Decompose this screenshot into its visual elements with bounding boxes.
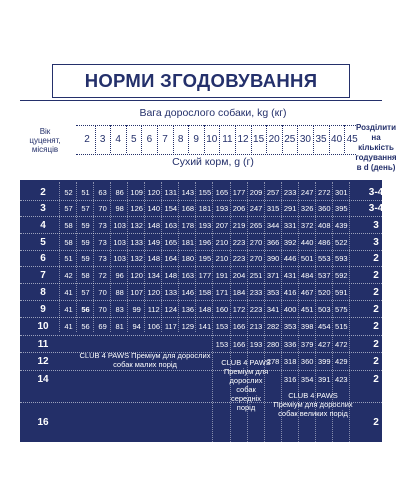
feed-value-cell: 272 (317, 188, 331, 197)
feed-value-cell: 70 (98, 204, 107, 213)
feed-value-cell: 129 (181, 322, 195, 331)
column-divider (195, 182, 196, 332)
feed-value-cell: 57 (64, 204, 73, 213)
feed-value-cell: 163 (164, 220, 178, 230)
note-small-breeds: CLUB 4 PAWS Преміум для дорослих собак малих порід (79, 351, 211, 369)
feed-value-cell: 73 (98, 220, 107, 230)
feed-value-cell: 301 (335, 188, 348, 197)
divide-header-line: Розділити (355, 123, 397, 132)
feed-value-cell: 257 (266, 188, 280, 197)
feed-value-cell: 59 (81, 237, 90, 247)
feed-value-cell: 70 (98, 304, 107, 314)
feed-value-cell: 86 (115, 188, 124, 197)
feed-value-cell: 371 (266, 270, 280, 280)
feed-value-cell: 251 (249, 270, 263, 280)
feed-value-cell: 126 (130, 204, 143, 213)
feed-value-cell: 341 (266, 304, 280, 314)
feed-value-cell: 166 (232, 322, 246, 331)
feed-value-cell: 181 (198, 204, 212, 213)
feed-value-cell: 210 (215, 254, 229, 263)
feed-value-cell: 83 (115, 304, 124, 314)
feed-value-cell: 592 (335, 270, 348, 280)
feed-value-cell: 399 (317, 357, 331, 366)
feed-value-cell: 336 (283, 339, 297, 349)
feed-value-cell: 164 (164, 254, 178, 263)
weight-divider (157, 125, 158, 153)
feed-value-cell: 131 (164, 188, 178, 197)
weight-divider (95, 125, 96, 153)
feed-value-cell: 206 (232, 204, 246, 213)
feed-value-cell: 282 (266, 322, 280, 331)
feed-value-cell: 42 (64, 270, 73, 280)
feed-value-cell: 472 (335, 339, 348, 349)
feed-value-cell: 178 (181, 220, 195, 230)
weight-value: 7 (162, 134, 168, 145)
title-box (52, 64, 350, 98)
feed-value-cell: 59 (81, 254, 90, 263)
feed-value-cell: 81 (115, 322, 124, 331)
feed-value-cell: 316 (283, 375, 297, 384)
feed-value-cell: 153 (215, 339, 229, 349)
feed-value-cell: 181 (181, 237, 195, 247)
age-cell: 16 (37, 417, 49, 428)
feed-value-cell: 117 (164, 322, 177, 331)
feed-value-cell: 366 (266, 237, 280, 247)
weight-value: 40 (331, 134, 343, 145)
feed-value-cell: 120 (147, 188, 160, 197)
feed-value-cell: 177 (232, 188, 246, 197)
age-column-header (22, 127, 68, 154)
feed-value-cell: 57 (81, 204, 90, 213)
feed-value-cell: 575 (335, 304, 348, 314)
feed-value-cell: 223 (232, 254, 246, 263)
divide-column-header (352, 123, 400, 173)
age-cell: 10 (37, 321, 49, 332)
feed-value-cell: 195 (198, 254, 212, 263)
weight-value: 8 (177, 134, 184, 145)
feed-value-cell: 120 (147, 287, 160, 297)
row-divider (20, 300, 382, 301)
feed-value-cell: 124 (164, 304, 178, 314)
feed-value-cell: 553 (317, 254, 331, 263)
feed-value-cell: 398 (300, 322, 314, 331)
row-divider (20, 266, 382, 267)
feed-value-cell: 88 (115, 287, 124, 297)
weight-value: 11 (222, 134, 233, 145)
weight-value: 5 (131, 134, 137, 145)
column-divider (76, 182, 77, 332)
row-divider (20, 216, 382, 217)
age-header-line: Вік (39, 127, 51, 136)
age-cell: 5 (40, 236, 46, 248)
age-header-line: цуценят, (29, 136, 61, 145)
feed-value-cell: 354 (300, 375, 314, 384)
feed-value-cell: 431 (283, 270, 297, 280)
feed-value-cell: 353 (283, 322, 297, 331)
row-divider (20, 233, 382, 234)
feed-value-cell: 165 (164, 237, 178, 247)
row-divider (20, 250, 382, 251)
note-medium-breeds: CLUB 4 PAWS Преміум для дорослих собак середніх порід (221, 358, 271, 412)
feed-value-cell: 133 (130, 237, 143, 247)
page-title: НОРМИ ЗГОДОВУВАННЯ (84, 70, 318, 91)
feed-value-cell: 520 (317, 287, 331, 297)
column-divider (212, 182, 213, 442)
feed-value-cell: 223 (232, 237, 246, 247)
feed-value-cell: 73 (98, 237, 107, 247)
weight-divider (110, 125, 111, 153)
column-divider (59, 182, 60, 332)
feed-value-cell: 96 (115, 270, 124, 280)
feed-value-cell: 132 (130, 254, 143, 263)
feed-value-cell: 416 (283, 287, 297, 297)
age-cell: 6 (40, 253, 46, 264)
age-cell: 7 (40, 269, 46, 281)
feed-value-cell: 219 (232, 220, 246, 230)
note-large-breeds: CLUB 4 PAWS Преміум для дорослих собак великих порід (273, 391, 353, 418)
divide-header-line: кількість (358, 143, 394, 152)
feed-value-cell: 318 (283, 357, 297, 366)
feed-value-cell: 140 (147, 204, 160, 213)
feed-value-cell: 103 (113, 237, 126, 247)
feed-value-cell: 41 (64, 322, 73, 331)
column-divider (127, 182, 128, 332)
feed-value-cell: 143 (181, 188, 195, 197)
feed-value-cell: 484 (300, 270, 314, 280)
age-cell: 4 (40, 219, 46, 231)
feed-value-cell: 454 (317, 322, 331, 331)
feed-value-cell: 591 (335, 287, 348, 297)
divide-header-line: годування (355, 153, 397, 162)
feed-value-cell: 148 (198, 304, 212, 314)
weight-divider (126, 125, 127, 153)
feed-value-cell: 291 (283, 204, 297, 213)
weight-value: 6 (146, 134, 153, 145)
weight-divider (141, 125, 142, 153)
weight-divider (329, 125, 330, 153)
feed-value-cell: 155 (198, 188, 212, 197)
feed-value-cell: 148 (164, 270, 178, 280)
age-cell: 9 (40, 303, 46, 315)
row-divider (20, 200, 382, 201)
feedings-per-day-cell: 2 (373, 374, 379, 385)
weight-value: 2 (84, 134, 90, 145)
feed-value-cell: 59 (81, 220, 90, 230)
feed-value-cell: 171 (215, 287, 229, 297)
feed-value-cell: 120 (130, 270, 143, 280)
feedings-per-day-cell: 2 (373, 321, 379, 332)
feed-value-cell: 149 (147, 237, 160, 247)
feed-value-cell: 168 (181, 204, 195, 213)
feed-value-cell: 103 (113, 254, 126, 263)
feed-value-cell: 165 (215, 188, 229, 197)
column-divider (110, 182, 111, 332)
feed-value-cell: 451 (300, 304, 314, 314)
feed-value-cell: 390 (266, 254, 280, 263)
feed-value-cell: 247 (249, 204, 263, 213)
feed-value-cell: 207 (215, 220, 229, 230)
feed-value-cell: 191 (215, 270, 229, 280)
weight-divider (251, 125, 252, 153)
feed-value-cell: 154 (164, 204, 178, 213)
feed-value-cell: 196 (198, 237, 212, 247)
row-divider (20, 317, 382, 318)
row-divider (20, 335, 382, 336)
weight-value: 25 (284, 134, 296, 145)
feed-value-cell: 153 (215, 322, 229, 331)
feed-value-cell: 501 (300, 254, 314, 263)
feed-value-cell: 193 (215, 204, 229, 213)
feed-value-cell: 57 (81, 287, 90, 297)
feed-value-cell: 210 (215, 237, 229, 247)
feed-value-cell: 136 (181, 304, 195, 314)
feed-value-cell: 148 (147, 254, 160, 263)
feed-value-cell: 177 (198, 270, 212, 280)
age-header-line: місяців (31, 145, 59, 154)
weight-divider (313, 125, 314, 153)
feed-value-cell: 103 (113, 220, 126, 230)
age-cell: 3 (40, 203, 46, 214)
weight-value: 15 (253, 134, 265, 145)
feed-value-cell: 270 (249, 237, 263, 247)
feed-value-cell: 391 (317, 375, 331, 384)
divide-header-line: в d (день) (356, 163, 396, 172)
feed-value-cell: 158 (198, 287, 212, 297)
feed-value-cell: 270 (249, 254, 263, 263)
weight-value: 3 (99, 134, 106, 145)
feedings-per-day-cell: 2 (373, 253, 379, 264)
feed-value-cell: 63 (98, 188, 107, 197)
feed-value-cell: 58 (64, 237, 73, 247)
feed-value-cell: 204 (232, 270, 246, 280)
feed-value-cell: 440 (300, 237, 314, 247)
feed-value-cell: 166 (232, 339, 246, 349)
feed-value-cell: 315 (266, 204, 280, 213)
feed-value-cell: 99 (132, 304, 141, 314)
feed-value-cell: 515 (335, 322, 348, 331)
feed-value-cell: 132 (130, 220, 143, 230)
feed-value-cell: 163 (181, 270, 195, 280)
weight-value: 35 (315, 134, 327, 145)
feed-value-cell: 106 (147, 322, 160, 331)
age-cell: 12 (37, 356, 49, 367)
feed-value-cell: 109 (130, 188, 143, 197)
feed-value-cell: 423 (335, 375, 348, 384)
age-cell: 8 (40, 286, 46, 298)
feed-value-cell: 331 (283, 220, 297, 230)
weight-divider (344, 125, 345, 153)
weight-divider (219, 125, 220, 153)
feed-value-cell: 408 (317, 220, 331, 230)
weight-divider (235, 125, 236, 153)
feed-value-cell: 400 (283, 304, 297, 314)
feed-value-cell: 537 (317, 270, 331, 280)
feed-value-cell: 395 (335, 204, 348, 213)
feed-value-cell: 107 (130, 287, 143, 297)
age-cell: 14 (37, 374, 49, 385)
feed-value-cell: 360 (300, 357, 314, 366)
feed-value-cell: 247 (300, 188, 314, 197)
weight-divider (188, 125, 189, 153)
weight-divider (282, 125, 283, 153)
feed-value-cell: 184 (232, 287, 246, 297)
feed-value-cell: 56 (81, 304, 90, 314)
feed-value-cell: 98 (115, 204, 124, 213)
feed-value-cell: 172 (232, 304, 246, 314)
feedings-per-day-cell: 3-4 (368, 203, 384, 214)
feed-value-cell: 486 (317, 237, 331, 247)
feed-value-cell: 353 (266, 287, 280, 297)
feed-value-cell: 280 (266, 339, 280, 349)
feed-value-cell: 223 (249, 304, 263, 314)
feeding-table-body (20, 180, 382, 442)
feed-value-cell: 372 (300, 220, 314, 230)
weight-value: 10 (206, 134, 218, 145)
weight-divider (173, 125, 174, 153)
weight-divider (266, 125, 267, 153)
weight-divider (297, 125, 298, 153)
weight-value: 4 (115, 134, 121, 145)
feedings-per-day-cell: 2 (373, 417, 379, 428)
feed-value-cell: 146 (181, 287, 195, 297)
feed-value-cell: 522 (335, 237, 348, 247)
feed-value-cell: 56 (81, 322, 90, 331)
weight-header: Вага дорослого собаки, kg (кг) (139, 107, 287, 119)
feed-value-cell: 72 (98, 270, 107, 280)
feed-value-cell: 427 (317, 339, 331, 349)
feed-value-cell: 439 (335, 220, 348, 230)
row-divider (20, 370, 382, 371)
table-header (20, 100, 397, 183)
feed-value-cell: 233 (283, 188, 297, 197)
weight-value: 45 (346, 134, 358, 145)
feed-value-cell: 209 (249, 188, 263, 197)
weight-value: 12 (237, 134, 249, 145)
feedings-per-day-cell: 3-4 (368, 187, 384, 198)
feed-value-cell: 193 (249, 339, 263, 349)
feed-value-cell: 58 (64, 220, 73, 230)
feed-value-cell: 360 (317, 204, 331, 213)
feed-value-cell: 52 (64, 188, 73, 197)
feed-value-cell: 379 (300, 339, 314, 349)
feed-value-cell: 51 (64, 254, 73, 263)
feed-value-cell: 265 (249, 220, 263, 230)
feed-value-cell: 180 (181, 254, 195, 263)
feed-value-cell: 467 (300, 287, 314, 297)
feed-value-cell: 429 (335, 357, 348, 366)
feed-value-cell: 112 (147, 304, 160, 314)
feedings-per-day-cell: 2 (373, 303, 379, 315)
feed-header: Сухий корм, g (г) (172, 156, 254, 168)
feed-value-cell: 326 (300, 204, 314, 213)
feed-value-cell: 233 (249, 287, 263, 297)
feedings-per-day-cell: 2 (373, 286, 379, 298)
feedings-per-day-cell: 2 (373, 338, 379, 350)
feed-value-cell: 41 (64, 304, 73, 314)
feed-value-cell: 41 (64, 287, 73, 297)
divide-header-line: на (371, 133, 381, 142)
weight-divider (204, 125, 205, 153)
feedings-per-day-cell: 3 (373, 219, 379, 231)
feed-value-cell: 446 (283, 254, 297, 263)
feed-value-cell: 193 (198, 220, 212, 230)
feed-value-cell: 593 (335, 254, 348, 263)
feed-value-cell: 134 (147, 270, 160, 280)
row-divider (20, 283, 382, 284)
feed-value-cell: 392 (283, 237, 297, 247)
feed-value-cell: 70 (98, 287, 107, 297)
feedings-per-day-cell: 2 (373, 356, 379, 367)
age-cell: 11 (37, 338, 49, 350)
feed-value-cell: 141 (198, 322, 212, 331)
feed-value-cell: 58 (81, 270, 90, 280)
weight-value: 9 (193, 134, 199, 145)
feed-value-cell: 213 (249, 322, 263, 331)
feedings-per-day-cell: 3 (373, 236, 379, 248)
feed-value-cell: 73 (98, 254, 107, 263)
column-divider (93, 182, 94, 332)
feedings-per-day-cell: 2 (373, 269, 379, 281)
column-divider (178, 182, 179, 332)
age-cell: 2 (40, 187, 46, 198)
column-divider (161, 182, 162, 332)
feed-value-cell: 160 (215, 304, 229, 314)
feed-value-cell: 69 (98, 322, 107, 331)
feed-value-cell: 278 (266, 357, 280, 366)
feed-value-cell: 133 (164, 287, 178, 297)
feed-value-cell: 503 (317, 304, 331, 314)
feed-value-cell: 344 (266, 220, 280, 230)
feed-value-cell: 148 (147, 220, 160, 230)
weight-value: 30 (299, 134, 311, 145)
column-divider (144, 182, 145, 332)
feed-value-cell: 94 (132, 322, 141, 331)
feed-value-cell: 51 (81, 188, 90, 197)
weight-value: 20 (268, 134, 280, 145)
